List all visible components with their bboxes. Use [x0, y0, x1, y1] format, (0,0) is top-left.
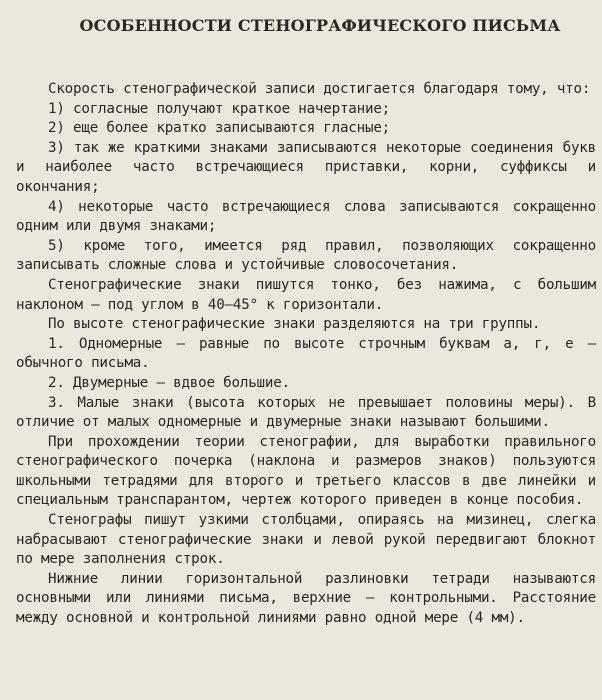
paragraph-notebooks: При прохождении теории стенографии, для выработки правильного стенографического почерка (наклона и размеров знаков) пользуются школьными тетрадями для второго и третьего классов в две линейки и специальным транспарантом, чертеж которого приведен в конце пособия. — [16, 433, 596, 509]
list-item-vowels: 2) еще более кратко записываются гласные; — [48, 120, 391, 137]
paragraph-intro: Скорость стенографической записи достигается благодаря тому, что: — [48, 81, 591, 97]
list-item-affixes: 3) так же краткими знаками записываются некоторые соединения букв и наиболее часто встречающиеся приставки, корни, суффиксы и окончания; — [16, 139, 596, 195]
paragraph-lines: Нижние линии горизонтальной разлиновки тетради называются основными или линиями письма, верхние — контрольными. Расстояние между основной и контрольной линиями равно одной мере (4 мм). — [16, 570, 596, 627]
page-title: ОСОБЕННОСТИ СТЕНОГРАФИЧЕСКОГО ПИСЬМА — [79, 16, 561, 35]
paragraph-columns: Стенографы пишут узкими столбцами, опираясь на мизинец, слегка набрасывают стенографические знаки и левой рукой передвигают блокнот по мере заполнения строк. — [16, 512, 596, 568]
paragraph-slant: Стенографические знаки пишутся тонко, без нажима, с большим наклоном — под углом в 40—45° к горизонтали. — [16, 276, 596, 313]
body-text — [16, 80, 596, 629]
list-item-rules: 5) кроме того, имеется ряд правил, позволяющих сокращенно записывать сложные слова и устойчивые словосочетания. — [16, 237, 596, 274]
list-item-abbreviations: 4) некоторые часто встречающиеся слова записываются сокращенно одним или двумя знаками; — [16, 198, 596, 235]
group-item-small: 3. Малые знаки (высота которых не превышает половины меры). В отличие от малых одномерные и двумерные знаки называют большими. — [16, 394, 596, 431]
group-item-one-dimensional: 1. Одномерные — равные по высоте строчным буквам а, г, е — обычного письма. — [16, 335, 596, 372]
paragraph-height-groups: По высоте стенографические знаки разделяются на три группы. — [48, 316, 541, 333]
list-item-consonants: 1) согласные получают краткое начертание; — [48, 100, 391, 117]
group-item-two-dimensional: 2. Двумерные — вдвое большие. — [48, 374, 290, 391]
